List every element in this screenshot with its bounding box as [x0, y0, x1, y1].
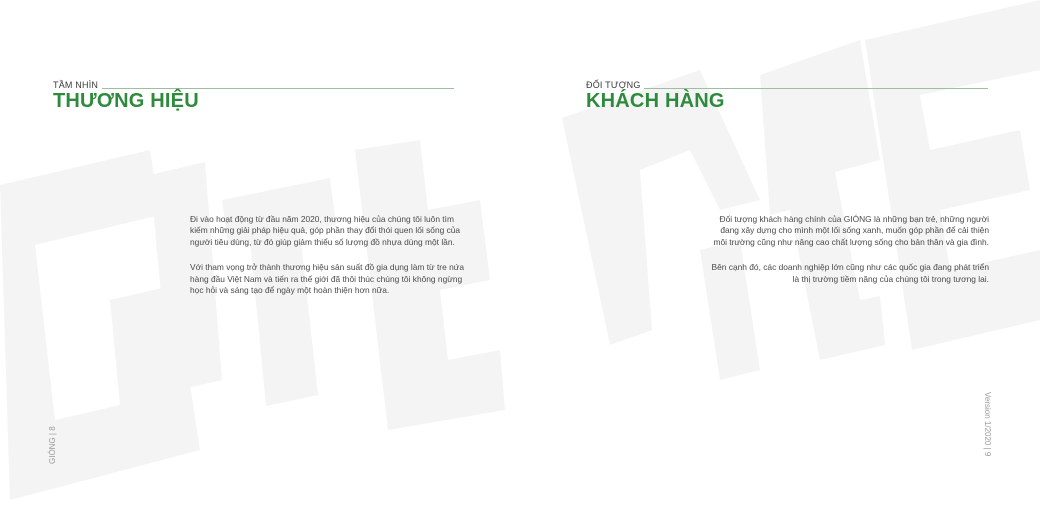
section-kicker: ĐỐI TƯỢNG [586, 80, 641, 90]
body-paragraph: Đi vào hoạt động từ đầu năm 2020, thương hiệu của chúng tôi luôn tìm kiếm những giải pháp hiệu quả, góp phần thay đổi thói quen lối sống của người tiêu dùng, từ đó giúp giảm thiểu số lượng đồ nhựa dùng một lần. [190, 214, 461, 247]
section-title: THƯƠNG HIỆU [53, 90, 199, 112]
body-copy [190, 214, 472, 310]
body-paragraph: Bên cạnh đó, các doanh nghiệp lớn cũng như các quốc gia đang phát triển là thị trường tiềm năng của chúng tôi trong tương lai. [711, 262, 989, 284]
heading-rule [102, 88, 454, 89]
body-paragraph: Đối tượng khách hàng chính của GIÓNG là những bạn trẻ, những người đang xây dựng cho mình một lối sống xanh, muốn góp phần để cải thiện môi trường cũng như nâng cao chất lượng sống cho bản thân và gia đình. [713, 214, 989, 247]
body-paragraph: Với tham vọng trở thành thương hiệu sản suất đồ gia dụng làm từ tre nứa hàng đầu Việt Nam và tiến ra thế giới đã thôi thúc chúng tôi không ngừng học hỏi và sáng tạo để ngày một hoàn thiện hơn nữa. [190, 262, 464, 296]
page-folio: GIÓNG | 8 [48, 426, 57, 464]
heading-rule [644, 88, 988, 89]
body-copy [708, 214, 989, 299]
section-kicker: TẦM NHÌN [53, 80, 99, 90]
section-title: KHÁCH HÀNG [586, 90, 725, 112]
page-folio: Version 1/2020 | 9 [983, 392, 992, 457]
right-page [520, 0, 1040, 520]
